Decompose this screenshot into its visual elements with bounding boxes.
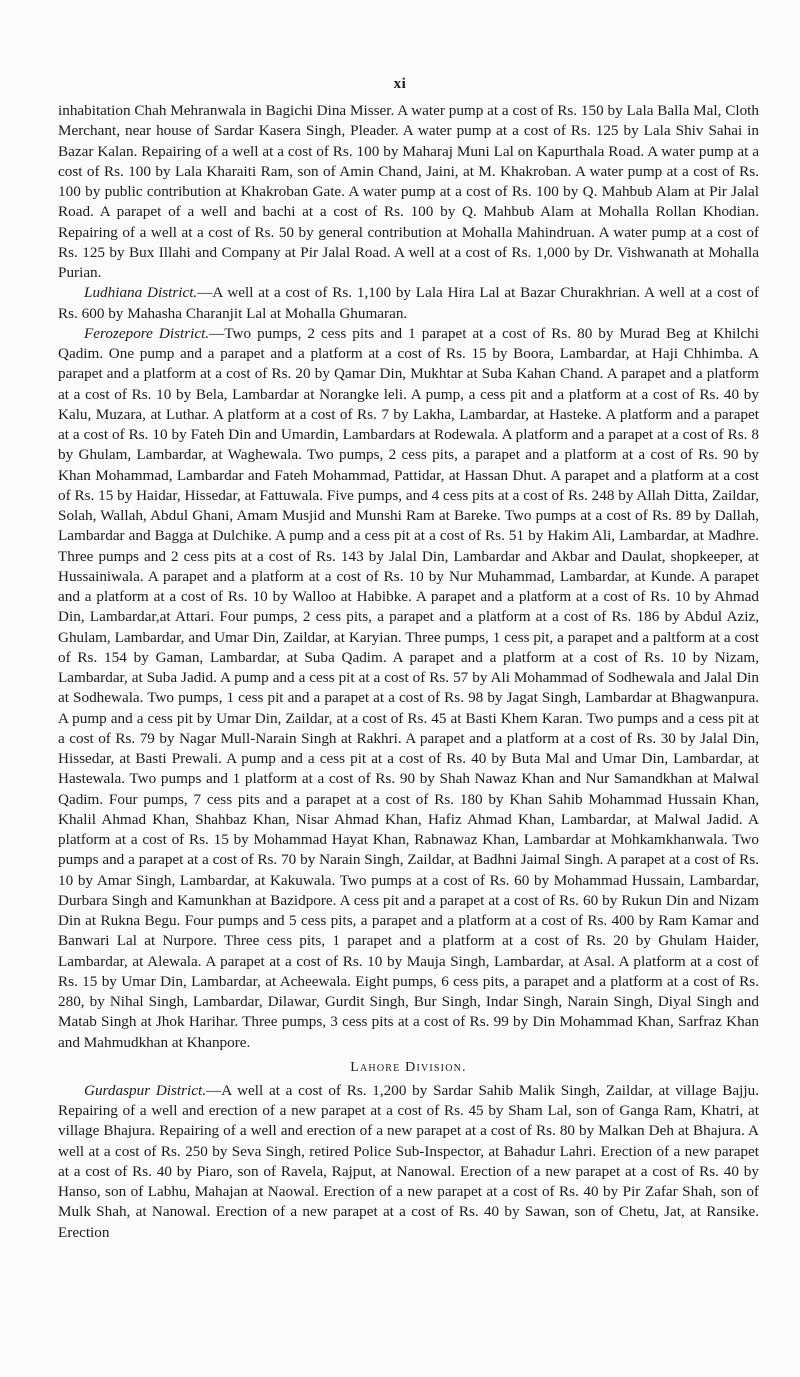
paragraph-ferozepore [58,324,759,1053]
district-name: Gurdaspur District. [84,1081,207,1099]
district-name: Ludhiana District. [84,284,198,302]
paragraph-gurdaspur [58,1081,759,1243]
paragraph-jullundur-continuation [58,101,759,283]
page-number: xi [393,76,407,92]
body-text [58,101,759,1243]
section-heading: Lahore Division. [350,1059,467,1075]
paragraph-text: inhabitation Chah Mehranwala in Bagichi Dina Misser. A water pump at a cost of Rs. 150 by Lala Balla Mal, Cloth Merchant, near house of Sardar Kasera Singh, Pleader. A water pump at a cost of Rs. 125 by Lala Shiv Sahai in Bazar Kalan. Repairing of a well at a cost of Rs. 100 by Maharaj Muni Lal on Kapurthala Road. A water pump at a cost of Rs. 100 by Lala Kharaiti Ram, son of Amin Chand, Jaini, at M. Khakroban. A water pump at a cost of Rs. 100 by public contribution at Khakroban Gate. A water pump at a cost of Rs. 100 by Q. Mahbub Alam at Pir Jalal Road. A parapet of a well and bachi at a cost of Rs. 100 by Q. Mahbub Alam at Mohalla Rollan Khodian. Repairing of a well at a cost of Rs. 50 by general contribution at Mohalla Mahindruan. A water pump at a cost of Rs. 125 by Bux Illahi and Company at Pir Jalal Road. A well at a cost of Rs. 1,000 by Dr. Vishwanath at Mohalla Purian. [58,102,759,281]
paragraph-text: —A well at a cost of Rs. 1,100 by Lala Hira Lal at Bazar Churakhrian. A well at a cost of Rs. 600 by Mahasha Charanjit Lal at Mohalla Ghumaran. [58,284,759,322]
district-name: Ferozepore District. [84,324,210,342]
paragraph-ludhiana [58,283,759,324]
paragraph-text: —Two pumps, 2 cess pits and 1 parapet at a cost of Rs. 80 by Murad Beg at Khilchi Qadim. One pump and a parapet and a platform at a cost of Rs. 15 by Boora, Lambardar, at Haji Chhimba. A parapet and a platform at a cost of Rs. 20 by Qamar Din, Mukhtar at Suba Kahan Chand. A parapet and a platform at a cost of Rs. 10 by Bela, Lambardar at Norangke leli. A pump, a cess pit and a platform at a cost of Rs. 40 by Kalu, Muzara, at Luthar. A platform at a cost of Rs. 7 by Lakha, Lambardar, at Hasteke. A platform and a parapet at a cost of Rs. 10 by Fateh Din and Umardin, Lambardars at Rodewala. A platform and a parapet at a cost of Rs. 8 by Ghulam, Lambardar, at Waghewala. Two pumps, 2 cess pits, a parapet and a platform at a cost of Rs. 90 by Khan Mohammad, Lambardar and Fateh Mohammad, Pattidar, at Hassan Dhut. A parapet and a platform at a cost of Rs. 15 by Haidar, Hissedar, at Fattuwala. Five pumps, and 4 cess pits at a cost of Rs. 248 by Allah Ditta, Zaildar, Solah, Wallah, Abdul Ghani, Amam Musjid and Munshi Ram at Bareke. Two pumps at a cost of Rs. 89 by Dallah, Lambardar and Bagga at Dulchike. A pump and a cess pit at a cost of Rs. 51 by Hakim Ali, Lambardar, at Madhre. Three pumps and 2 cess pits at a cost of Rs. 143 by Jalal Din, Lambardar and Akbar and Daulat, shopkeeper, at Hussainiwala. A parapet and a platform at a cost of Rs. 10 by Nur Muhammad, Lambardar, at Kunde. A parapet and a platform at a cost of Rs. 10 by Walloo at Habibke. A parapet and a platform at a cost of Rs. 10 by Ahmad Din, Lambardar,at Attari. Four pumps, 2 cess pits, a parapet and a platform at a cost of Rs. 186 by Abdul Aziz, Ghulam, Lambardar, and Umar Din, Zaildar, at Karyian. Three pumps, 1 cess pit, a parapet and a paltform at a cost of Rs. 154 by Gaman, Lambardar, at Suba Qadim. A parapet and a platform at a cost of Rs. 10 by Nizam, Lambardar, at Suba Jadid. A pump and a cess pit at a cost of Rs. 57 by Ali Mohammad of Sodhewala and Jalal Din at Sodhewala. Two pumps, 1 cess pit and a parapet at a cost of Rs. 98 by Jagat Singh, Lambardar at Bhagwanpura. A pump and a cess pit by Umar Din, Zaildar, at a cost of Rs. 45 at Basti Khem Karan. Two pumps and a cess pit at a cost of Rs. 79 by Nagar Mull-Narain Singh at Rakhri. A parapet and a platform at a cost of Rs. 30 by Jalal Din, Hissedar, at Basti Prewali. A pump and a cess pit at a cost of Rs. 40 by Buta Mal and Umar Din, Lambardar, at Hastewala. Two pumps and 1 platform at a cost of Rs. 90 by Shah Nawaz Khan and Nur Samandkhan at Malwal Qadim. Four pumps, 7 cess pits and a parapet at a cost of Rs. 180 by Khan Sahib Mohammad Hussain Khan, Khalil Ahmad Khan, Shahbaz Khan, Nisar Ahmad Khan, Hafiz Ahmad Khan, Lambardar, at Malwal Jadid. A platform at a cost of Rs. 15 by Mohammad Hayat Khan, Rabnawaz Khan, Lambardar at Mohkamkhanwala. Two pumps and a parapet at a cost of Rs. 70 by Narain Singh, Zaildar, at Badhni Jaimal Singh. A parapet at a cost of Rs. 10 by Amar Singh, Lambardar, at Kakuwala. Two pumps at a cost of Rs. 60 by Mohammad Hussain, Lambardar, Durbara Singh and Kamunkhan at Bazidpore. A cess pit and a parapet at a cost of Rs. 60 by Rukun Din and Nizam Din at Rukna Begu. Four pumps and 5 cess pits, a parapet and a platform at a cost of Rs. 400 by Ram Kamar and Banwari Lal at Nurpore. Three cess pits, 1 parapet and a platform at a cost of Rs. 20 by Ghulam Haider, Lambardar, at Alewala. A parapet at a cost of Rs. 10 by Mauja Singh, Lambardar, at Asal. A platform at a cost of Rs. 15 by Umar Din, Lambardar, at Acheewala. Eight pumps, 6 cess pits, a parapet and a platform at a cost of Rs. 280, by Nihal Singh, Lambardar, Dilawar, Gurdit Singh, Bur Singh, Indar Singh, Narain Singh, Diyal Singh and Matab Singh at Jhok Harihar. Three pumps, 3 cess pits at a cost of Rs. 99 by Din Mohammad Khan, Sarfraz Khan and Mahmudkhan at Khanpore. [58,324,759,1051]
paragraph-text: —A well at a cost of Rs. 1,200 by Sardar Sahib Malik Singh, Zaildar, at village Bajju. Repairing of a well and erection of a new parapet at a cost of Rs. 45 by Sham Lal, son of Ganga Ram, Khatri, at village Bhajura. Repairing of a well and erection of a new parapet at a cost of Rs. 80 by Malkan Deh at Bhajura. A well at a cost of Rs. 250 by Seva Singh, retired Police Sub-Inspector, at Bahadur Lahri. Erection of a new parapet at a cost of Rs. 40 by Piaro, son of Ravela, Rajput, at Nanowal. Erection of a new parapet at a cost of Rs. 40 by Hanso, son of Labhu, Mahajan at Naowal. Erection of a new parapet at a cost of Rs. 40 by Pir Zafar Shah, son of Mulk Shah, at Nanowal. Erection of a new parapet at a cost of Rs. 40 by Sawan, son of Chetu, Jat, at Ransike. Erection [58,1081,759,1241]
